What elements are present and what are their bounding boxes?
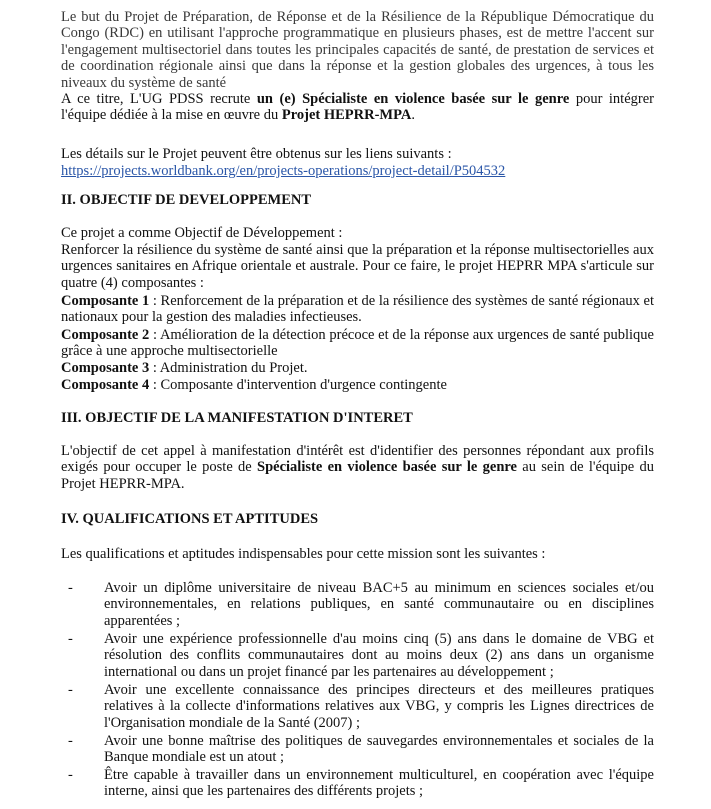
section-2-body: Renforcer la résilience du système de santé ainsi que la préparation et la réponse multisectorielles aux urgences sanitaires en Afrique orientale et australe. Pour ce faire, le projet HEPRR MPA s'articule sur quatre (4) composantes : xyxy=(61,242,654,291)
component-text: : Composante d'intervention d'urgence contingente xyxy=(149,377,447,393)
qualification-item: Être capable à travailler dans un environnement multiculturel, en coopération avec l'équipe interne, ainsi que les partenaires des différents projets ; xyxy=(104,767,654,800)
bullet-mark: - xyxy=(68,682,73,698)
component-1 xyxy=(61,293,654,326)
qualification-item: Avoir une bonne maîtrise des politiques de sauvegardes environnementales et sociales de la Banque mondiale est un atout ; xyxy=(104,733,654,766)
section-3-position: Spécialiste en violence basée sur le genre xyxy=(257,459,517,476)
section-3-title: III. OBJECTIF DE LA MANIFESTATION D'INTERET xyxy=(61,410,413,426)
recruitment-prefix: A ce titre, L'UG PDSS recrute xyxy=(61,91,257,107)
qualification-item: Avoir une excellente connaissance des principes directeurs et des meilleures pratiques relatives à la collecte d'informations relatives aux VBG, y compris les Lignes directrices de l'Organisation mondiale de la Santé (2007) ; xyxy=(104,682,654,731)
component-2 xyxy=(61,327,654,360)
bullet-mark: - xyxy=(68,631,73,647)
section-4-lead: Les qualifications et aptitudes indispensables pour cette mission sont les suivantes : xyxy=(61,546,546,562)
recruitment-paragraph xyxy=(61,91,654,124)
project-name: Projet HEPRR-MPA xyxy=(281,107,412,124)
section-2-lead: Ce projet a comme Objectif de Développement : xyxy=(61,225,343,241)
component-text: : Amélioration de la détection précoce et de la réponse aux urgences de santé publique grâce à une approche multisectorielle xyxy=(61,327,654,360)
section-4-title: IV. QUALIFICATIONS ET APTITUDES xyxy=(61,511,319,527)
component-label: Composante 1 xyxy=(61,293,150,309)
section-2-title: II. OBJECTIF DE DEVELOPPEMENT xyxy=(61,192,312,208)
qualification-item: Avoir une expérience professionnelle d'au moins cinq (5) ans dans le domaine de VBG et résolution des conflits communautaires dont au moins deux (2) ans dans un organisme international ou dans un projet financé par les partenaires au développement ; xyxy=(104,631,654,680)
bullet-mark: - xyxy=(68,733,73,749)
section-3-suffix: au sein de l'équipe du Projet HEPRR-MPA. xyxy=(61,459,654,492)
qualification-item: Avoir un diplôme universitaire de niveau BAC+5 au minimum en sciences sociales et/ou environnementales, en relations publiques, en santé communautaire ou en disciplines apparentées ; xyxy=(104,580,654,629)
component-label: Composante 4 xyxy=(61,377,150,393)
bullet-mark: - xyxy=(68,767,73,783)
section-3-body xyxy=(61,443,654,492)
intro-paragraph: Le but du Projet de Préparation, de Réponse et de la Résilience de la République Démocratique du Congo (RDC) en utilisant l'approche programmatique en plusieurs phases, est de mettre l'accent sur l'engagement multisectoriel dans toutes les principales capacités de santé, de prestation de services et de coordination régionale ainsi que dans la réponse et la gestion globales des urgences, à tous les niveaux du système de santé xyxy=(61,9,654,91)
recruitment-middle: pour intégrer l'équipe dédiée à la mise en œuvre du xyxy=(61,91,654,124)
details-text: Les détails sur le Projet peuvent être obtenus sur les liens suivants : xyxy=(61,146,452,162)
component-label: Composante 2 xyxy=(61,327,150,343)
recruitment-end: . xyxy=(411,107,415,124)
project-link[interactable]: https://projects.worldbank.org/en/projects-operations/project-detail/P504532 xyxy=(61,163,506,179)
component-4 xyxy=(61,377,654,393)
component-3 xyxy=(61,360,654,376)
position-title: un (e) Spécialiste en violence basée sur le genre xyxy=(256,91,570,107)
project-link-line xyxy=(61,163,654,179)
component-text: : Administration du Projet. xyxy=(149,360,308,376)
section-3-prefix: L'objectif de cet appel à manifestation d'intérêt est d'identifier des personnes répondant aux profils exigés pour occuper le poste de xyxy=(61,443,654,476)
component-label: Composante 3 xyxy=(61,360,150,376)
component-text: : Renforcement de la préparation et de la résilience des systèmes de santé régionaux et nationaux pour la gestion des maladies infectieuses. xyxy=(61,293,654,326)
bullet-mark: - xyxy=(68,580,73,596)
